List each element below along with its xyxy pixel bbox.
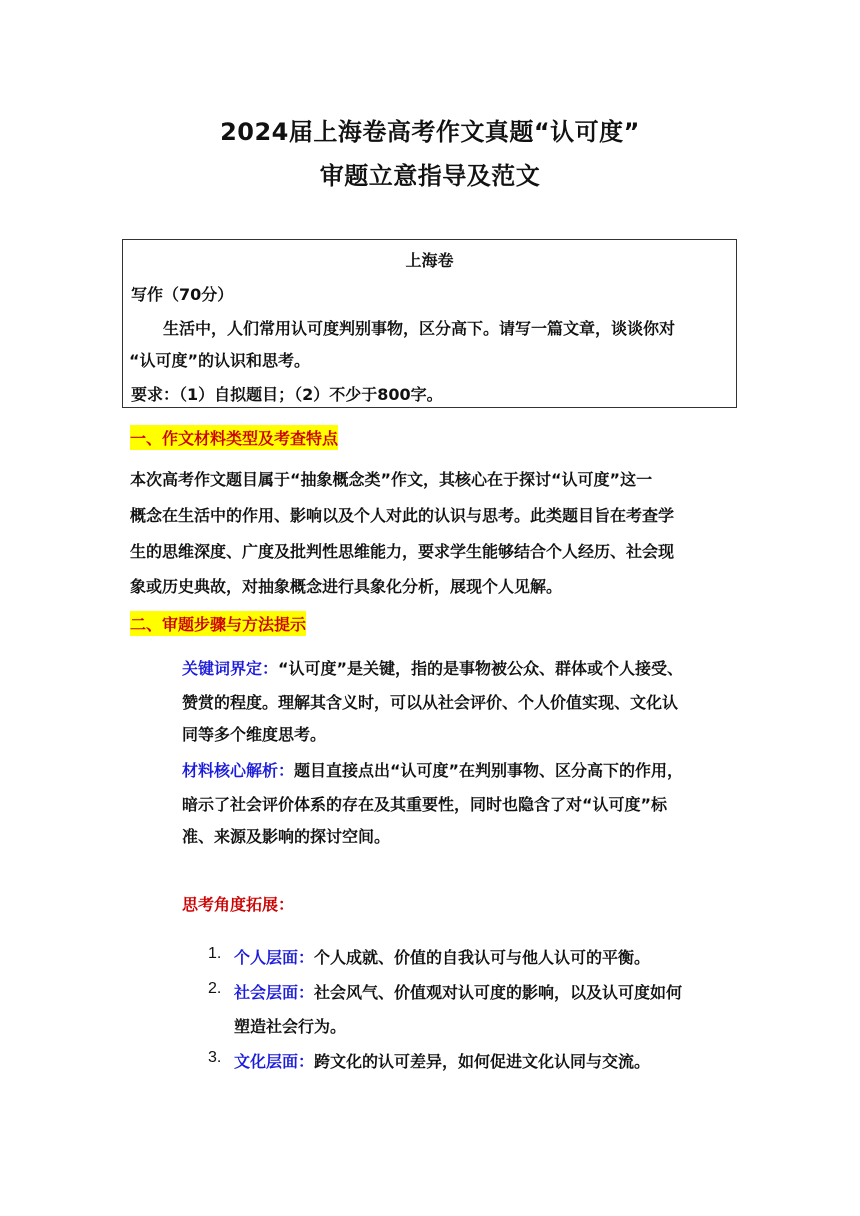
list-item-number: 3.: [208, 1049, 222, 1066]
list-item-label: 个人层面：: [234, 948, 315, 967]
prompt-box-heading: 上海卷: [405, 251, 454, 270]
section-heading-steps: 二、审题步骤与方法提示: [130, 611, 306, 636]
prompt-section-label: 写作（70分）: [131, 285, 234, 304]
keyword-definition-line: 同等多个维度思考。: [182, 725, 327, 744]
exam-prompt-box: [122, 239, 737, 408]
list-item-text: 社会风气、价值观对认可度的影响，以及认可度如何: [314, 983, 683, 1002]
list-item-text: 个人成就、价值的自我认可与他人认可的平衡。: [314, 948, 651, 967]
list-item-text: 跨文化的认可差异，如何促进文化认同与交流。: [314, 1052, 651, 1071]
prompt-text-line1: 生活中，人们常用认可度判别事物，区分高下。请写一篇文章，谈谈你对: [163, 319, 676, 338]
section-heading-material-type: 一、作文材料类型及考查特点: [130, 425, 338, 450]
material-analysis-label: 材料核心解析：: [182, 761, 295, 780]
material-analysis-line: 暗示了社会评价体系的存在及其重要性，同时也隐含了对“认可度”标: [182, 795, 668, 814]
material-analysis-line: [182, 758, 683, 781]
keyword-definition-label: 关键词界定：: [182, 659, 279, 678]
material-analysis-text: 题目直接点出“认可度”在判别事物、区分高下的作用，: [294, 761, 684, 780]
section1-paragraph-line: 象或历史典故，对抽象概念进行具象化分析，展现个人见解。: [130, 577, 563, 596]
section1-paragraph-line: 概念在生活中的作用、影响以及个人对此的认识与思考。此类题目旨在考查学: [130, 506, 675, 525]
list-item-number: 2.: [208, 980, 222, 997]
prompt-text-line2: “认可度”的认识和思考。: [129, 351, 311, 370]
document-title-line2: 审题立意指导及范文: [319, 162, 541, 190]
document-title-line1: 2024届上海卷高考作文真题“认可度”: [220, 118, 640, 146]
section1-paragraph-line: 生的思维深度、广度及批判性思维能力，要求学生能够结合个人经历、社会现: [130, 542, 675, 561]
list-item-label: 社会层面：: [234, 983, 315, 1002]
prompt-requirements: 要求：（1）自拟题目；（2）不少于800字。: [131, 385, 443, 404]
keyword-definition-text: “认可度”是关键，指的是事物被公众、群体或个人接受、: [278, 659, 684, 678]
list-item-number: 1.: [208, 945, 222, 962]
keyword-definition-line: [182, 656, 683, 679]
material-analysis-line: 准、来源及影响的探讨空间。: [182, 827, 391, 846]
keyword-definition-line: 赞赏的程度。理解其含义时，可以从社会评价、个人价值实现、文化认: [182, 693, 679, 712]
list-item-label: 文化层面：: [234, 1052, 315, 1071]
thinking-angles-label: 思考角度拓展：: [182, 895, 295, 914]
list-item-continuation: 塑造社会行为。: [234, 1017, 347, 1036]
section1-paragraph-line: 本次高考作文题目属于“抽象概念类”作文，其核心在于探讨“认可度”这一: [130, 470, 653, 489]
